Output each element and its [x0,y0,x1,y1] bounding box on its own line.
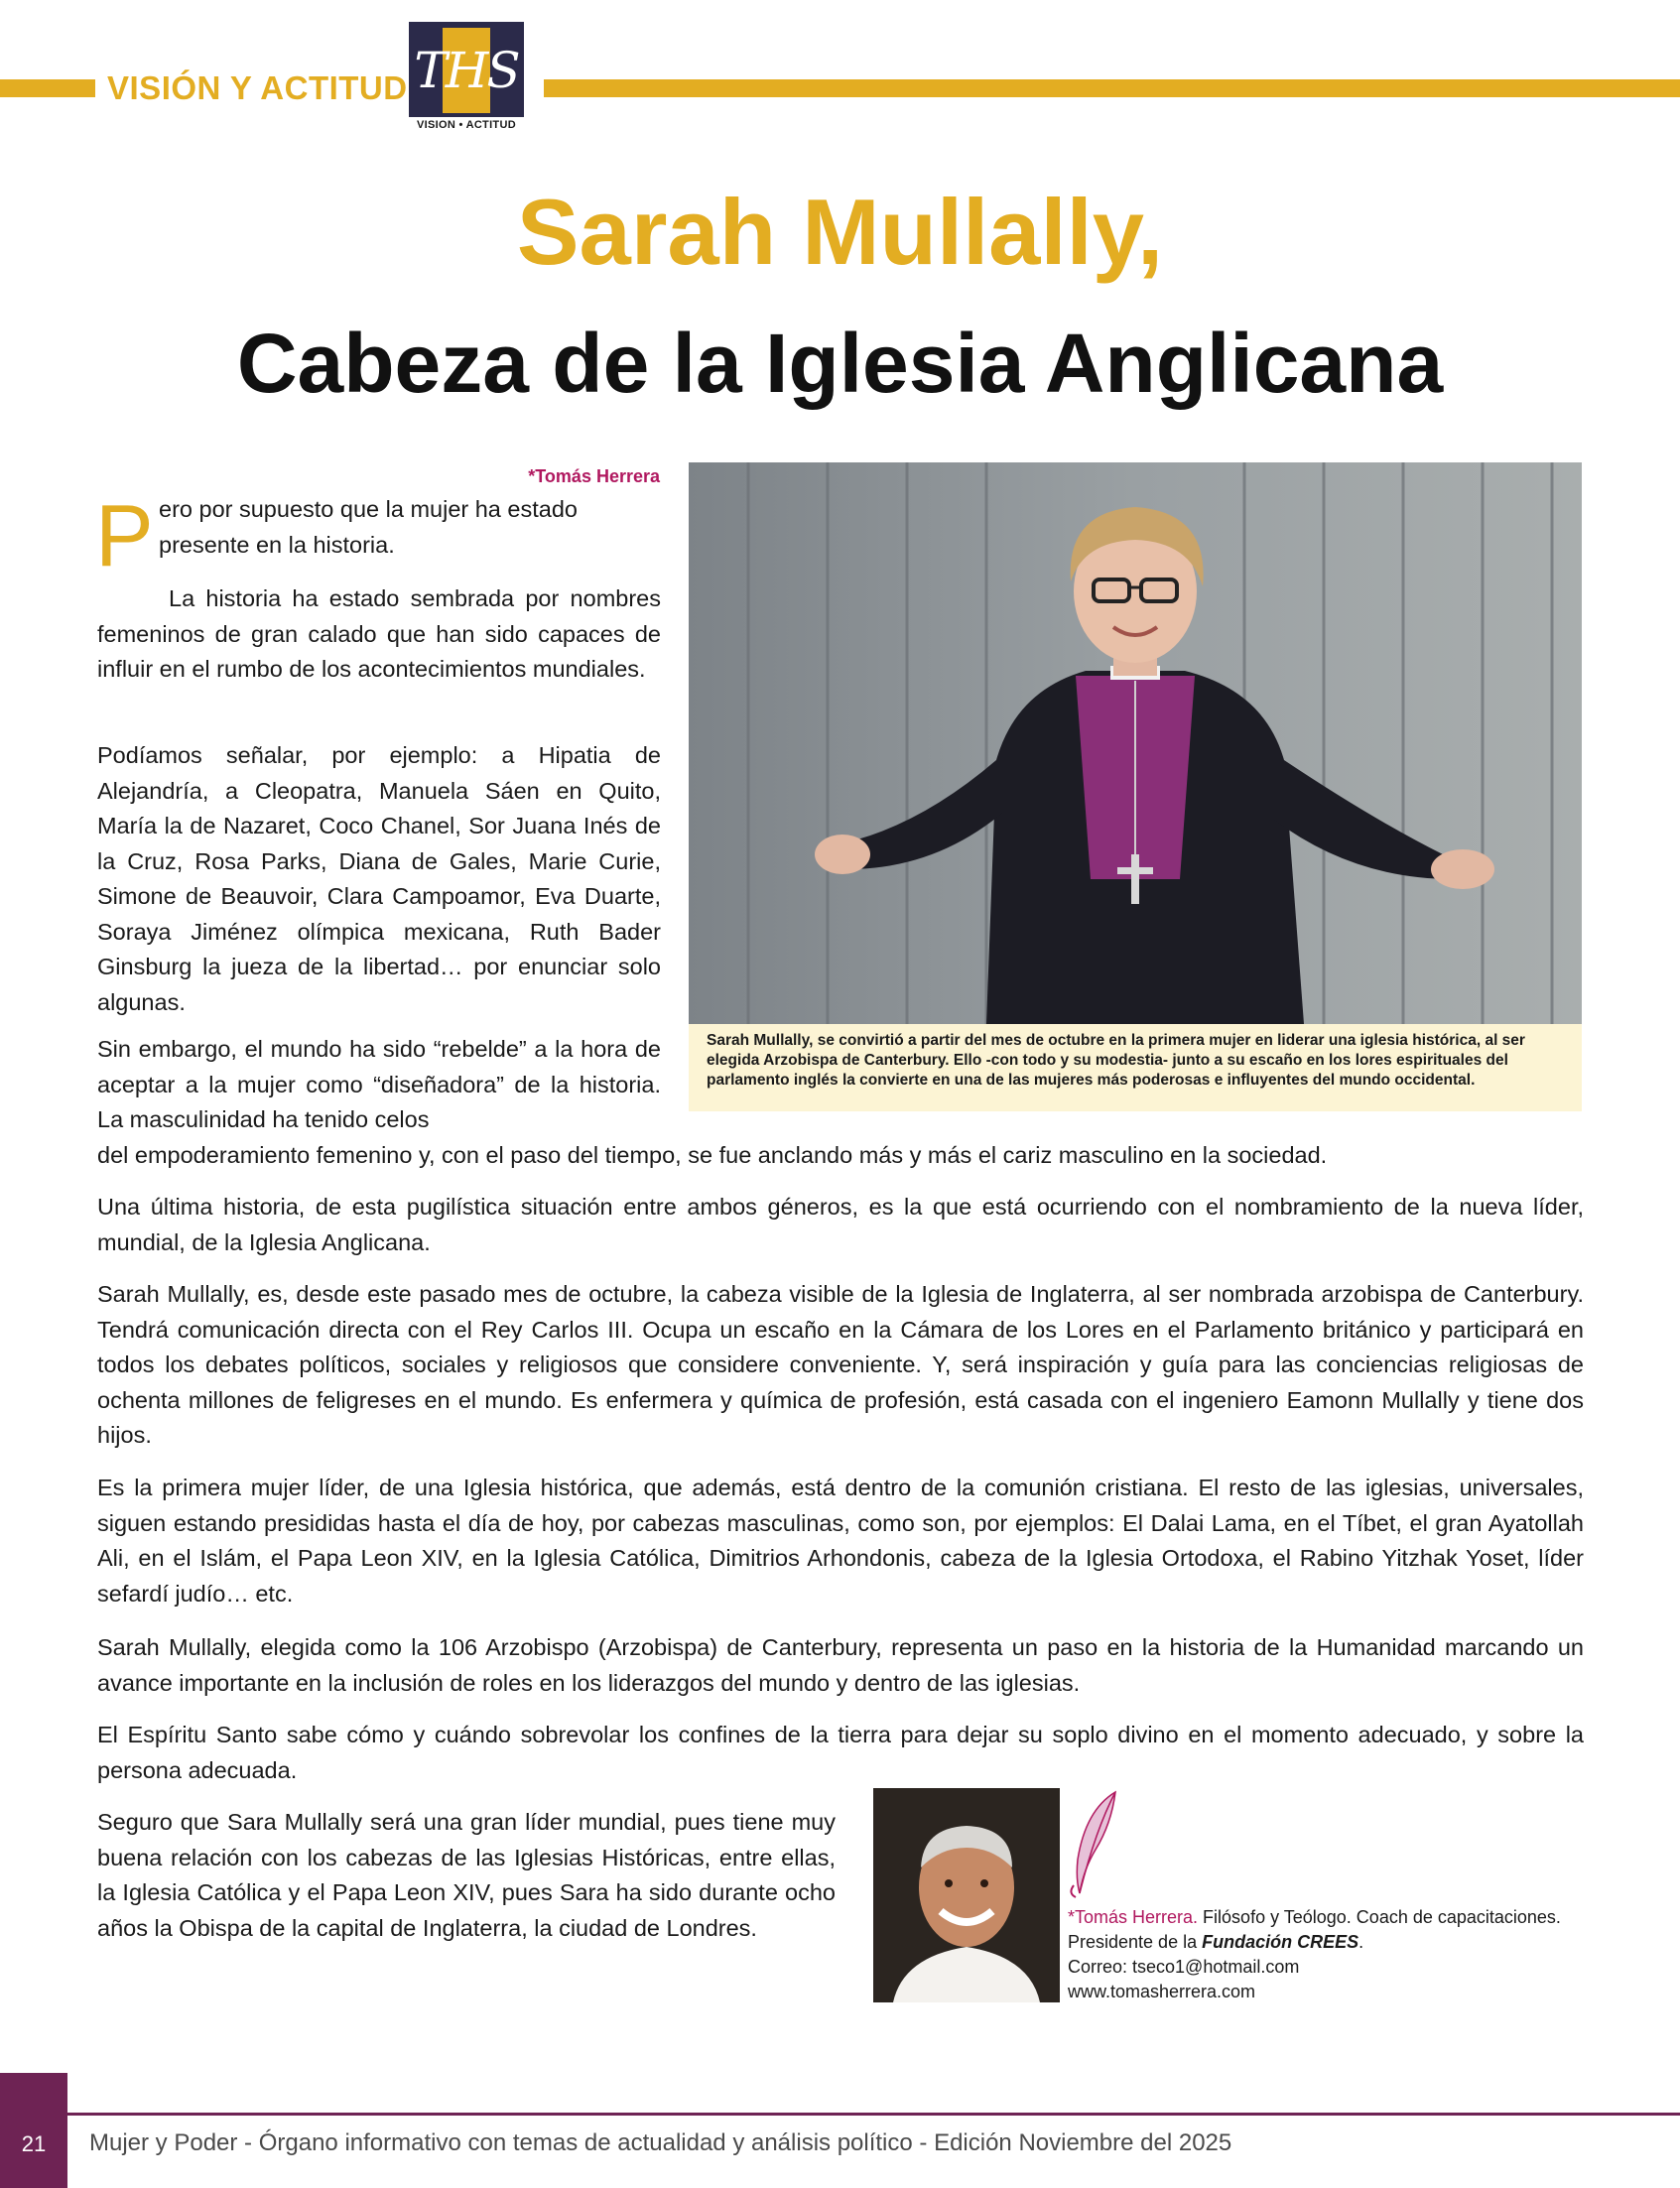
paragraph-4-start: Sin embargo, el mundo ha sido “rebelde” a la hora de aceptar a la mujer como “diseñadora” de la historia. La masculinidad ha tenido celos [97,1036,661,1132]
footer-text: Mujer y Poder - Órgano informativo con temas de actualidad y análisis político - Edición Noviembre del 2025 [89,2129,1232,2156]
portrait-illustration [689,462,1582,1024]
paragraph-1-line-2: presente en la historia. [159,531,395,558]
article-title: Sarah Mullally, [516,180,1164,284]
sarah-mullally-photo [689,462,1582,1024]
author-bio [1068,1905,1561,2004]
bio-line-2 [1068,1930,1561,1955]
bio-foundation-suffix: . [1358,1932,1364,1952]
bio-foundation-prefix: Presidente de la [1068,1932,1203,1952]
page-number: 21 [21,2131,47,2156]
section-label: VISIÓN Y ACTITUD [107,69,408,106]
paragraph-8: Sarah Mullally, elegida como la 106 Arzobispo (Arzobispa) de Canterbury, representa un paso en la historia de la Humanidad marcando un avance importante en la inclusión de roles en los liderazgos del mundo y dentro de las iglesias. [97,1634,1584,1696]
footer-rule [67,2113,1680,2116]
paragraph-2: La historia ha estado sembrada por nombres femeninos de gran calado que han sido capaces de influir en el rumbo de los acontecimientos mundiales. [97,585,661,682]
byline: *Tomás Herrera [528,466,660,486]
article-subtitle: Cabeza de la Iglesia Anglicana [236,317,1444,410]
author-portrait [873,1788,1060,2002]
bio-website: www.tomasherrera.com [1068,1982,1256,2001]
paragraph-6: Sarah Mullally, es, desde este pasado mes de octubre, la cabeza visible de la Iglesia de Inglaterra, al ser nombrada arzobispa de Canterbury. Tendrá comunicación directa con el Rey Carlos III. Ocupa un escaño en la Cámara de los Lores en el Parlamento británico y participará en todos los debates políticos, sociales y religiosos que considere conveniente. Y, será inspiración y guía para las conciencias religiosas de ochenta millones de feligreses en el mundo. Es enfermera y química de profesión, está casada con el ingeniero Eamonn Mullally y tiene dos hijos. [97,1281,1584,1448]
quill-icon [1066,1790,1121,1899]
paragraph-3: Podíamos señalar, por ejemplo: a Hipatia de Alejandría, a Cleopatra, Manuela Sáen en Quito, María la de Nazaret, Coco Chanel, Sor Juana Inés de la Cruz, Rosa Parks, Diana de Gales, Marie Curie, Simone de Beauvoir, Clara Campoamor, Eva Duarte, Soraya Jiménez olímpica mexicana, Ruth Bader Ginsburg la jueza de la libertad… por enunciar solo algunas. [97,742,661,1015]
paragraph-1-line-1: ero por supuesto que la mujer ha estado [159,496,578,522]
bio-line-1 [1068,1905,1561,1930]
drop-cap: P [95,486,154,584]
paragraph-5: Una última historia, de esta pugilística situación entre ambos géneros, es la que está ocurriendo con el nombramiento de la nueva líder, mundial, de la Iglesia Anglicana. [97,1194,1584,1255]
bio-roles: Filósofo y Teólogo. Coach de capacitaciones. [1198,1907,1561,1927]
paragraph-1 [159,492,661,563]
paragraph-10: Seguro que Sara Mullally será una gran líder mundial, pues tiene muy buena relación con los cabezas de las Iglesias Históricas, entre ellas, la Iglesia Católica y el Papa Leon XIV, pues Sara ha sido durante ocho años la Obispa de la capital de Inglaterra, la ciudad de Londres. [97,1809,836,1941]
paragraph-7: Es la primera mujer líder, de una Iglesia histórica, que además, está dentro de la comunión cristiana. El resto de las iglesias, universales, siguen estando presididas hasta el día de hoy, por cabezas masculinas, como son, por ejemplos: El Dalai Lama, en el Tíbet, el gran Ayatollah Ali, en el Islám, el Papa Leon XIV, en la Iglesia Católica, Dimitrios Arhondonis, cabeza de la Iglesia Ortodoxa, el Rabino Yitzhak Yoset, líder sefardí judío… etc. [97,1475,1584,1607]
author-photo [873,1788,1060,2002]
paragraph-9: El Espíritu Santo sabe cómo y cuándo sobrevolar los confines de la tierra para dejar su soplo divino en el momento adecuado, y sobre la persona adecuada. [97,1722,1584,1783]
logo-subtitle: VISION • ACTITUD [417,119,516,131]
ths-logo [409,22,524,133]
paragraph-4-end: del empoderamiento femenino y, con el paso del tiempo, se fue anclando más y más el cariz masculino en la sociedad. [97,1142,1328,1168]
logo-monogram: THS [414,42,519,99]
header-rule-right [544,79,1680,97]
bio-email: Correo: tseco1@hotmail.com [1068,1957,1300,1977]
photo-caption: Sarah Mullally, se convirtió a partir del mes de octubre en la primera mujer en liderar una iglesia histórica, al ser elegida Arzobispa de Canterbury. Ello -con todo y su modestia- junto a su escaño en los lores espirituales del parlamento inglés la convierte en una de las mujeres más poderosas e influyentes del mundo occidental. [689,1024,1582,1111]
header-rule-left [0,79,95,97]
bio-author-name: *Tomás Herrera. [1068,1907,1199,1927]
footer-page-block [0,2073,67,2188]
bio-foundation: Fundación CREES [1202,1932,1359,1952]
